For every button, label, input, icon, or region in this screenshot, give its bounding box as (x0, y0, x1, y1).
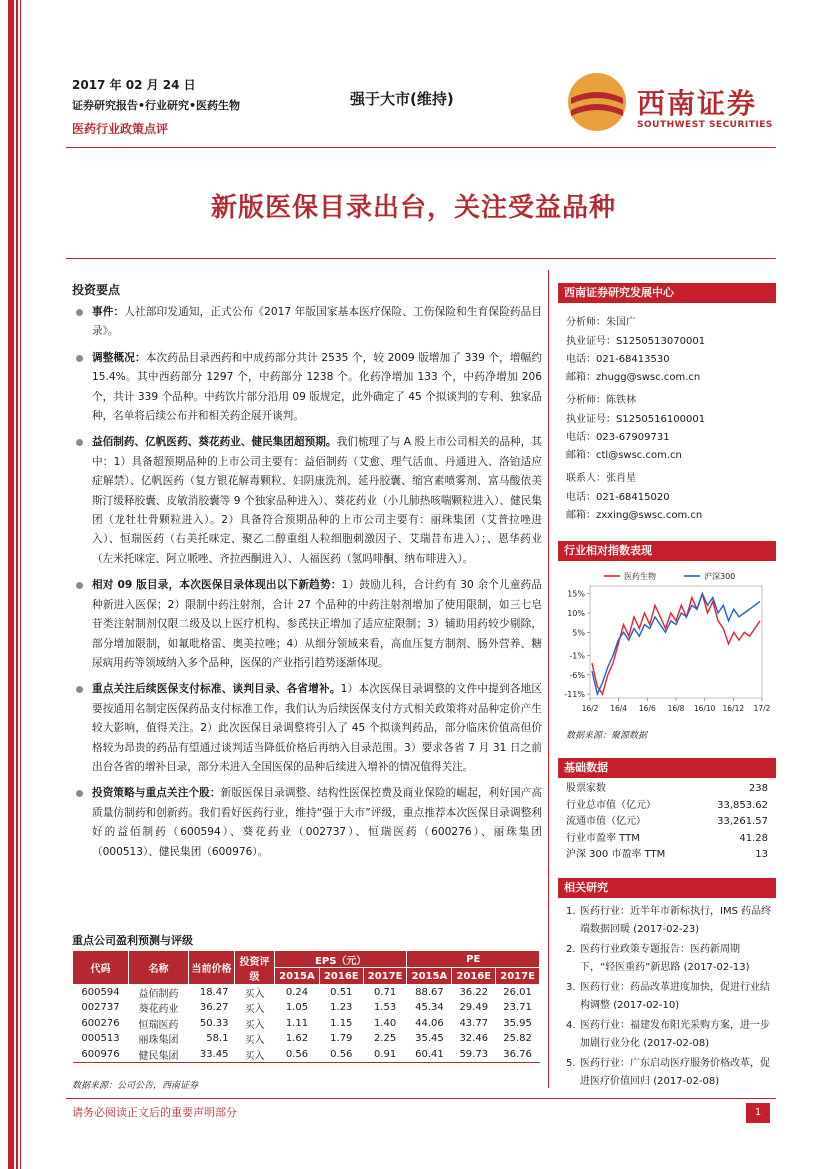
y-tick-label: -6% (569, 670, 585, 680)
cell-name: 丽珠集团 (138, 1035, 179, 1047)
bullet-dot-icon (76, 439, 83, 446)
related-item-number: 4. (566, 1020, 576, 1031)
cell-value: 36.22 (459, 987, 489, 998)
analyst-2-license: 执业证号：S1250516100001 (566, 414, 706, 425)
table-row (73, 1016, 540, 1032)
cell-value: 26.01 (503, 987, 532, 998)
y-tick-label: -11% (564, 690, 585, 700)
related-item-date: (2017-02-08) (653, 1076, 720, 1087)
cell-rating: 买入 (244, 1035, 265, 1047)
relative-index-chart (558, 566, 774, 724)
company-logo-icon (567, 72, 627, 132)
cell-value: 60.41 (407, 1047, 452, 1063)
series-line-1 (592, 594, 760, 694)
basic-data-row (566, 781, 768, 798)
related-item-number: 3. (566, 982, 576, 993)
x-tick-label: 16/4 (610, 704, 628, 713)
cell-price: 58.1 (206, 1033, 229, 1045)
basic-data-title: 基础数据 (558, 758, 776, 778)
cell-value: 36.76 (496, 1047, 540, 1063)
table-row (73, 1031, 540, 1047)
key-point (72, 784, 542, 862)
col-price: 当前价格 (189, 951, 235, 985)
report-column: 医药行业政策点评 (72, 122, 169, 136)
cell-code: 000513 (81, 1033, 120, 1045)
related-research-item[interactable] (566, 941, 772, 977)
legend-label: 沪深300 (704, 572, 736, 581)
col-name: 名称 (129, 951, 189, 985)
key-point-text: 我们梳理了与 A 股上市公司相关的品种，其中：1）具备超预期品种的上市公司主要有：益佰制药（艾愈、理气活血、丹通进入、洛铂适应症解禁）、亿帆医药（复方银花解毒颗粒、妇阴康洗剂、延丹胶囊、缩宫素喷雾剂、富马酸依美斯汀缓释胶囊、皮敏消胶囊等 9 个独家品种进入）、葵花药业（小儿肺热咳喘颗粒进入）、健民集团（龙牡壮骨颗粒进入）。2）具备符合预期品种的上市公司主要有：丽珠集团（艾普拉唑进入）、恒瑞医药（右美托咪定、聚乙二醇重组人粒细胞刺激因子、艾瑞昔布进入）；、恩华药业（左米托咪定、阿立哌唑、齐拉西酮进入）、人福医药（氢吗啡酮、纳布啡进入）。 (92, 436, 543, 565)
cell-rating: 买入 (244, 1004, 265, 1016)
cell-code: 600976 (73, 1047, 129, 1063)
key-point-text: 人社部印发通知，正式公布《2017 年版国家基本医疗保险、工伤保险和生育保险药品目录》。 (92, 306, 543, 338)
cell-code: 600276 (81, 1017, 120, 1029)
cell-value: 0.71 (373, 987, 397, 998)
basic-data-value: 13 (755, 849, 768, 860)
basic-data-value: 33,261.57 (717, 816, 768, 827)
cell-value: 45.34 (415, 1002, 444, 1014)
table-row (73, 1047, 540, 1063)
year-header: 2017E (363, 968, 407, 985)
key-point-lead: 相对 09 版目录，本次医保目录体现出以下新趋势： (92, 579, 342, 592)
section-title: 投资要点 (72, 283, 121, 297)
key-point (72, 349, 542, 427)
key-point (72, 680, 542, 777)
key-point (72, 433, 542, 569)
key-point-text: 1）鼓励儿科，合计约有 30 余个儿童药品种新进入医保；2）限制中药注射剂，合计 27 个品种的中药注射剂增加了使用限制，如三七皂苷类注射制剂仅限二级及以上医疗机构、参芪扶正增加了适应症限制；3）辅助用药较少剔除，部分增加限制，如氟吡格雷、奥美拉唑；4）从细分领域来看，高血压复方制剂、肠外营养、糖尿病用药等领域纳入多个品种，医保的产业指引趋势逐渐体现。 (92, 579, 542, 669)
left-ribbon-thin (16, 0, 18, 1169)
cell-value: 0.51 (330, 987, 353, 998)
key-point (72, 576, 542, 673)
y-tick-label: 10% (567, 609, 585, 619)
analyst-1-email[interactable]: 邮箱：zhugg@swsc.com.cn (566, 372, 701, 383)
key-point-text: 本次药品目录西药和中成药部分共计 2535 个，较 2009 版增加了 339 个，增幅约 15.4%。其中西药部分 1297 个，中药部分 1238 个。化药净增加 133 个，中药净增加 206 个，共计 339 个品种。中药饮片部分沿用 09 版规定，此外确定了 45 个拟谈判的专利、独家品种，名单将后续公布并和相关药企展开谈判。 (92, 351, 543, 423)
table-source: 数据来源：公司公告，西南证券 (72, 1081, 199, 1091)
key-point-lead: 投资策略与重点关注个股： (92, 787, 221, 800)
related-research-title: 相关研究 (558, 878, 776, 898)
logo-en: SOUTHWEST SECURITIES (637, 120, 773, 130)
y-tick-label: -1% (569, 651, 585, 661)
key-point-lead: 益佰制药、亿帆医药、葵花药业、健民集团超预期。 (92, 436, 337, 449)
chart-source: 数据来源：聚源数据 (566, 731, 648, 741)
logo-cn: 西南证券 (637, 87, 758, 120)
cell-price: 18.47 (199, 987, 229, 998)
related-item-title: 医药行业：近半年市新标执行，IMS 药品终端数据回暖 (580, 906, 772, 935)
related-item-number: 1. (566, 906, 576, 917)
contact-name: 联系人：张肖星 (566, 473, 636, 484)
cell-value: 1.62 (285, 1033, 309, 1045)
legend-label: 医药生物 (624, 572, 656, 581)
basic-data-row (566, 814, 768, 831)
cell-value: 0.56 (275, 1047, 320, 1063)
footer-divider (66, 1098, 776, 1099)
related-item-title: 医药行业政策专题报告：医药新周期下，“轻医重药”新思路 (580, 944, 740, 973)
cell-code: 600594 (81, 987, 120, 998)
cell-value: 1.11 (285, 1017, 309, 1029)
cell-name: 葵花药业 (138, 1004, 179, 1016)
report-title: 新版医保目录出台，关注受益品种 (210, 193, 616, 223)
basic-data-row (566, 847, 768, 864)
basic-data-value: 33,853.62 (717, 799, 768, 811)
key-point-text: 1）本次医保目录调整的文件中提到各地区要按通用名制定医保药品支付标准工作，我们认为后续医保支付方式相关政策将对品种定价产生较大影响，值得关注。2）此次医保目录调整将引入了 45 个拟谈判药品，部分临床价值高但价格较为昂贵的药品有望通过谈判适当降低价格后再纳入目录范围。3）要求各省 7 月 31 日之前出台各省的增补目录，部分未进入全国医保的品种后续进入增补的情况值得关注。 (92, 683, 542, 773)
analyst-2-phone: 电话：023-67909731 (566, 432, 670, 443)
key-points (72, 303, 542, 869)
cell-value: 1.53 (373, 1002, 397, 1014)
year-header: 2017E (496, 968, 540, 985)
contact-phone: 电话：021-68415020 (566, 492, 670, 503)
disclaimer-note: 请务必阅读正文后的重要声明部分 (72, 1106, 237, 1119)
basic-data-key: 流通市值（亿元） (566, 816, 646, 827)
related-research-item[interactable] (566, 903, 772, 939)
basic-data-row (566, 831, 768, 848)
cell-price: 33.45 (189, 1047, 235, 1063)
cell-value: 1.79 (330, 1033, 353, 1045)
cell-value: 0.91 (363, 1047, 407, 1063)
cell-value: 1.05 (285, 1002, 309, 1014)
basic-data-key: 沪深 300 市盈率 TTM (566, 849, 666, 860)
related-item-title: 医药行业：药品改革进度加快，促进行业结构调整 (580, 982, 770, 1011)
year-header: 2016E (319, 968, 363, 985)
cell-value: 59.73 (452, 1047, 496, 1063)
cell-code: 002737 (81, 1002, 120, 1014)
cell-value: 1.23 (330, 1002, 353, 1014)
cell-value: 35.95 (503, 1017, 532, 1029)
cell-value: 88.67 (415, 987, 444, 998)
right-column-divider (548, 270, 549, 1088)
cell-value: 29.49 (459, 1002, 489, 1014)
cell-value: 43.77 (459, 1017, 489, 1029)
key-point-lead: 调整概况： (92, 351, 146, 364)
forecast-table (72, 950, 540, 1063)
related-research-item[interactable] (566, 1055, 772, 1091)
cell-value: 1.40 (373, 1017, 397, 1029)
cell-value: 35.45 (415, 1033, 444, 1045)
analyst-1-license: 执业证号：S1250513070001 (566, 336, 706, 347)
related-item-date: (2017-02-10) (613, 1000, 680, 1011)
forecast-table-title: 重点公司盈利预测与评级 (72, 934, 193, 947)
col-pe: PE (407, 951, 540, 968)
related-item-date: (2017-02-13) (683, 962, 750, 973)
x-tick-label: 17/2 (753, 704, 771, 713)
related-research-item[interactable] (566, 1017, 772, 1053)
bullet-dot-icon (76, 686, 83, 693)
left-ribbon-hair (20, 0, 21, 1169)
col-eps: EPS（元） (275, 951, 407, 968)
bullet-dot-icon (76, 790, 83, 797)
cell-price: 36.27 (199, 1002, 229, 1014)
report-date: 2017 年 02 月 24 日 (72, 78, 196, 92)
bullet-dot-icon (76, 582, 83, 589)
year-header: 2016E (452, 968, 496, 985)
cell-name: 健民集团 (129, 1047, 189, 1063)
key-point-lead: 重点关注后续医保支付标准、谈判目录、各省增补。 (92, 683, 341, 696)
cell-value: 2.25 (373, 1033, 397, 1045)
cell-price: 50.33 (199, 1017, 229, 1029)
key-point (72, 303, 542, 342)
bullet-dot-icon (76, 355, 83, 362)
related-research-list (566, 903, 772, 1093)
cell-value: 23.71 (503, 1002, 532, 1014)
x-tick-label: 16/2 (581, 704, 599, 713)
basic-data-list (566, 781, 768, 864)
col-rating: 投资评级 (235, 951, 275, 985)
bullet-dot-icon (76, 309, 83, 316)
table-row (73, 985, 540, 1001)
cell-rating: 买入 (244, 1019, 265, 1031)
cell-value: 0.24 (285, 987, 309, 998)
cell-rating: 买入 (244, 989, 265, 1000)
basic-data-key: 行业市盈率 TTM (566, 832, 640, 844)
year-header: 2015A (407, 968, 452, 985)
y-tick-label: 5% (572, 628, 585, 638)
analyst-2-name: 分析师：陈铁林 (566, 395, 636, 406)
related-research-item[interactable] (566, 979, 772, 1015)
analyst-1-phone: 电话：021-68413530 (566, 354, 670, 365)
analyst-2-email[interactable]: 邮箱：ctl@swsc.com.cn (566, 450, 682, 461)
header-divider (66, 147, 776, 148)
related-item-number: 2. (566, 944, 576, 955)
related-item-title: 医药行业：福建发布阳光采购方案，进一步加剧行业分化 (580, 1020, 770, 1049)
table-row (73, 1000, 540, 1016)
cell-value: 0.56 (319, 1047, 363, 1063)
x-tick-label: 16/8 (667, 704, 685, 713)
basic-data-key: 行业总市值（亿元） (566, 799, 656, 811)
left-ribbon (8, 0, 14, 1169)
col-code: 代码 (73, 951, 129, 985)
x-tick-label: 16/10 (693, 704, 716, 713)
key-point-lead: 事件： (92, 306, 125, 318)
basic-data-row (566, 798, 768, 815)
year-header: 2015A (275, 968, 320, 985)
x-tick-label: 16/6 (638, 704, 656, 713)
cell-name: 益佰制药 (138, 989, 179, 1000)
cell-value: 1.15 (330, 1017, 353, 1029)
basic-data-value: 41.28 (739, 832, 768, 844)
related-item-date: (2017-02-08) (643, 1038, 710, 1049)
cell-name: 恒瑞医药 (138, 1019, 179, 1031)
industry-rating: 强于大市(维持) (350, 90, 454, 108)
title-divider (66, 258, 776, 259)
related-item-date: (2017-02-23) (633, 924, 700, 935)
analyst-1-name: 分析师：朱国广 (566, 317, 636, 328)
y-tick-label: 15% (567, 589, 585, 599)
key-point-text: 新版医保目录调整、结构性医保控费及商业保险的崛起，利好国产高质量仿制药和创新药。我们看好医药行业，维持“强于大市”评级，重点推荐本次医保目录调整利好的益佰制药（600594）、葵花药业（002737）、恒瑞医药（600276）、丽珠集团（000513）、健民集团（600976）。 (92, 787, 542, 858)
report-type: 证券研究报告•行业研究•医药生物 (72, 99, 241, 112)
related-item-number: 5. (566, 1058, 576, 1069)
plot-frame (590, 586, 762, 698)
cell-value: 44.06 (415, 1017, 444, 1029)
x-tick-label: 16/12 (722, 704, 745, 713)
basic-data-value: 238 (748, 783, 768, 794)
page-number: 1 (746, 1103, 770, 1123)
cell-value: 32.46 (459, 1033, 489, 1045)
research-center-label: 西南证券研究发展中心 (558, 283, 776, 303)
related-item-title: 医药行业：广东启动医疗服务价格改革，促进医疗价值回归 (580, 1058, 770, 1087)
chart-title: 行业相对指数表现 (558, 541, 776, 561)
contact-email[interactable]: 邮箱：zxxing@swsc.com.cn (566, 510, 703, 521)
cell-rating: 买入 (235, 1047, 275, 1063)
basic-data-key: 股票家数 (566, 783, 606, 794)
cell-value: 25.82 (503, 1033, 532, 1045)
